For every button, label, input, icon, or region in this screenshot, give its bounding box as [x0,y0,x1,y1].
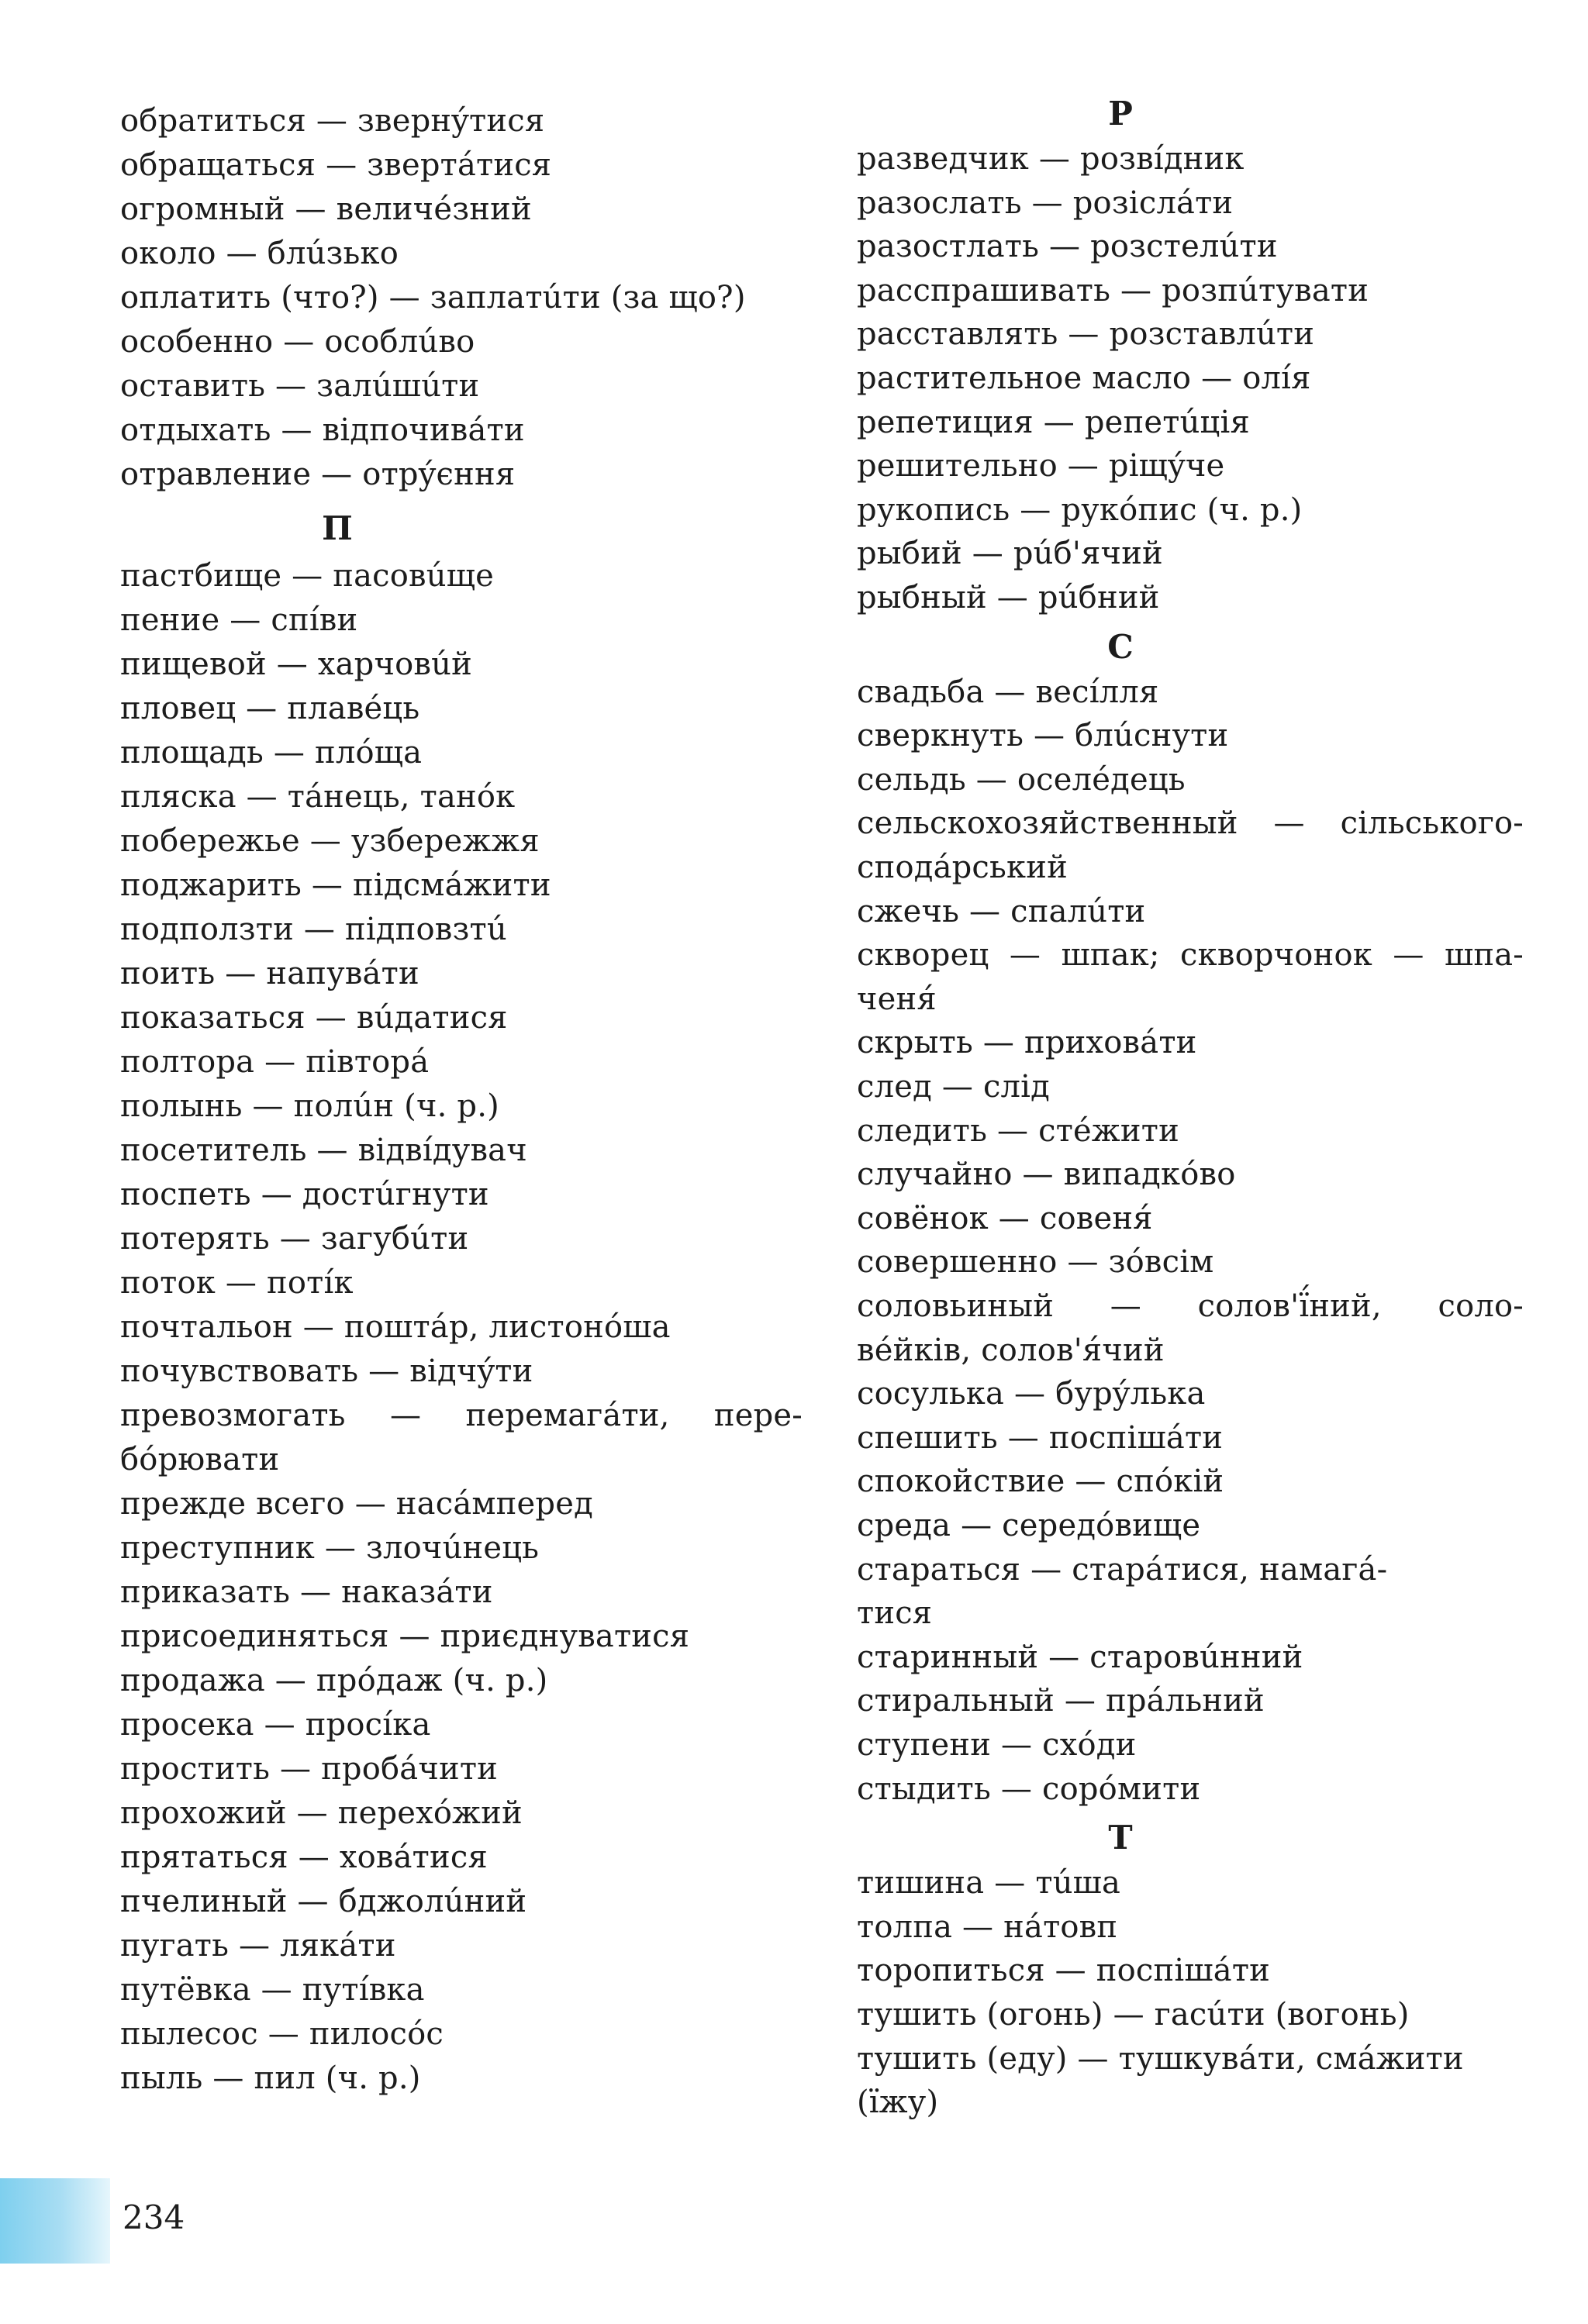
section-letter: Т [1108,1819,1133,1857]
dictionary-entry: сосулька — бурýлька [857,1376,1206,1412]
dictionary-entry: подползти — підповзтú [120,911,507,947]
dictionary-entry: почтальон — поштáр, листонóша [120,1309,671,1345]
dictionary-entry: спешить — поспішáти [857,1419,1224,1456]
dictionary-entry: путёвка — путíвка [120,1971,425,2008]
dictionary-entry: разостлать — розстелúти [857,229,1278,265]
dictionary-entry: оставить — залúшúти [120,368,480,404]
dictionary-entry: показаться — вúдатися [120,999,508,1036]
dictionary-entry: рукопись — рукóпис (ч. р.) [857,491,1303,528]
dictionary-entry: пылесос — пилосóс [120,2015,444,2052]
dictionary-entry: торопиться — поспішáти [857,1953,1271,1989]
dictionary-entry: полтора — півторá [120,1043,430,1080]
dictionary-entry: сельскохозяйственный — сільського- [857,805,1524,842]
page-edge-tab [0,2178,110,2264]
dictionary-entry: разведчик — розвíдник [857,141,1245,177]
dictionary-entry: площадь — плóща [120,734,423,771]
dictionary-entry: стараться — старáтися, намагá- [857,1551,1388,1588]
dictionary-entry: обращаться — звертáтися [120,147,552,183]
dictionary-entry: около — блúзько [120,236,399,271]
dictionary-entry: побережье — узбережжя [120,822,540,859]
dictionary-entry: толпа — нáтовп [857,1909,1118,1945]
dictionary-entry: старинный — старовúнний [857,1639,1303,1675]
dictionary-entry: расспрашивать — розпúтувати [857,272,1369,309]
dictionary-entry: разослать — розіслáти [857,184,1234,221]
dictionary-entry: сверкнуть — блúснути [857,718,1229,754]
dictionary-entry: след — слід [857,1069,1050,1105]
dictionary-entry: сподáрський [857,850,1068,885]
dictionary-entry: случайно — випадкóво [857,1157,1236,1193]
dictionary-entry: тушить (огонь) — гасúти (вогонь) [857,1997,1410,2033]
dictionary-entry: посетитель — відвíдувач [120,1132,527,1168]
dictionary-entry: сельдь — оселéдець [857,761,1186,798]
dictionary-entry: вéйків, солов'я́чий [857,1332,1165,1368]
dictionary-entry: сжечь — спалúти [857,893,1146,929]
dictionary-entry: скрыть — приховáти [857,1025,1197,1061]
dictionary-entry: ченя́ [857,981,937,1017]
dictionary-entry: пыль — пил (ч. р.) [120,2060,421,2096]
dictionary-entry: тися [857,1595,933,1632]
dictionary-entry: поджарить — підсмáжити [120,867,551,903]
dictionary-entry: превозмогать — перемагáти, пере- [120,1397,803,1433]
dictionary-entry: расставлять — розставлúти [857,316,1315,353]
dictionary-entry: огромный — величéзний [120,191,532,227]
section-letter: П [322,509,353,547]
dictionary-entry: рыбный — рúбний [857,580,1160,615]
page-number: 234 [123,2198,185,2236]
dictionary-entry: прежде всего — насáмперед [120,1485,593,1522]
dictionary-entry: отдыхать — відпочивáти [120,412,525,448]
dictionary-entry: стыдить — сорóмити [857,1771,1201,1807]
dictionary-entry: стиральный — прáльний [857,1683,1265,1719]
dictionary-entry: тишина — тúша [857,1865,1121,1902]
dictionary-entry: тушить (еду) — тушкувáти, смáжити [857,2040,1464,2077]
dictionary-entry: просека — просíка [120,1706,431,1743]
dictionary-entry: решительно — ріщýче [857,448,1225,484]
dictionary-entry: потерять — загубúти [120,1220,469,1257]
dictionary-entry: преступник — злочúнець [120,1529,540,1566]
dictionary-entry: бóрювати [120,1441,280,1477]
dictionary-entry: обратиться — звернýтися [120,103,545,139]
dictionary-entry: оплатить (что?) — заплатúти (за що?) [120,280,746,315]
dictionary-entry: почувствовать — відчýти [120,1353,533,1389]
dictionary-entry: скворец — шпак; скворчонок — шпа- [857,937,1524,974]
dictionary-entry: прятаться — ховáтися [120,1839,488,1875]
dictionary-entry: приказать — наказáти [120,1574,493,1610]
dictionary-entry: поток — потíк [120,1264,354,1301]
dictionary-entry: особенно — особлúво [120,324,475,360]
dictionary-entry: спокойствие — спóкій [857,1464,1224,1500]
dictionary-entry: продажа — прóдаж (ч. р.) [120,1662,548,1698]
section-letter: С [1107,627,1134,666]
dictionary-entry: поспеть — достúгнути [120,1176,489,1212]
dictionary-entry: (їжу) [857,2084,939,2121]
dictionary-entry: пастбище — пасовúще [120,557,495,594]
dictionary-entry: присоединяться — приєднуватися [120,1618,690,1654]
dictionary-entry: соловьиный — солов'ї́ний, соло- [857,1288,1524,1324]
dictionary-entry: пение — спíви [120,602,358,638]
dictionary-entry: репетиция — репетúція [857,404,1250,440]
dictionary-entry: следить — стéжити [857,1112,1179,1149]
dictionary-entry: прохожий — перехóжий [120,1795,523,1831]
dictionary-entry: отравление — отрýєння [120,457,516,492]
dictionary-entry: пловец — плавéць [120,690,420,726]
section-letter: Р [1108,95,1133,133]
dictionary-entry: свадьба — весíлля [857,674,1159,710]
dictionary-entry: совершенно — зóвсім [857,1244,1214,1281]
dictionary-entry: растительное масло — олíя [857,360,1311,396]
dictionary-entry: совёнок — совеня́ [857,1200,1153,1236]
dictionary-entry: пчелиный — бджолúний [120,1883,527,1919]
dictionary-entry: ступени — схóди [857,1727,1137,1763]
dictionary-entry: пугать — лякáти [120,1927,396,1964]
dictionary-entry: полынь — полúн (ч. р.) [120,1088,499,1124]
dictionary-entry: рыбий — рúб'ячий [857,536,1163,572]
dictionary-entry: поить — напувáти [120,955,419,991]
dictionary-entry: пляска — тáнець, танóк [120,778,516,815]
dictionary-entry: среда — середóвище [857,1508,1201,1543]
dictionary-entry: пищевой — харчовúй [120,646,472,682]
dictionary-entry: простить — пробáчити [120,1750,499,1787]
